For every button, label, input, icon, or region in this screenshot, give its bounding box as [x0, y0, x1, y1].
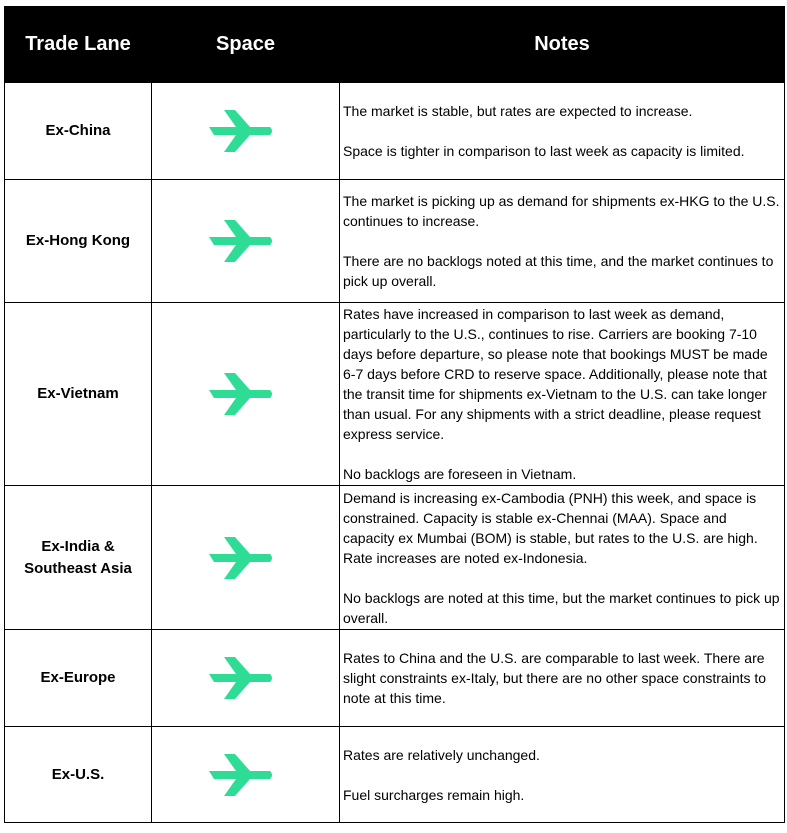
notes-cell — [340, 630, 785, 727]
notes-cell — [340, 180, 785, 303]
trade-lane-cell: Ex-Vietnam — [5, 303, 152, 486]
space-cell — [152, 630, 340, 727]
trade-lane-cell: Ex-U.S. — [5, 727, 152, 823]
airplane-icon — [208, 654, 276, 702]
note-paragraph: No backlogs are noted at this time, but the market continues to pick up overall. — [343, 589, 780, 626]
airplane-icon — [208, 751, 276, 799]
trade-lane-table — [4, 6, 785, 823]
note-paragraph: There are no backlogs noted at this time, and the market continues to pick up overall. — [343, 253, 774, 289]
trade-lane-cell: Ex-China — [5, 83, 152, 180]
trade-lane-cell: Ex-Europe — [5, 630, 152, 727]
note-paragraph: No backlogs are foreseen in Vietnam. — [343, 466, 577, 482]
note-paragraph: Space is tighter in comparison to last week as capacity is limited. — [343, 143, 745, 159]
notes-cell — [340, 486, 785, 630]
table-body — [5, 83, 785, 823]
notes-cell — [340, 83, 785, 180]
table-row — [5, 303, 785, 486]
notes-cell — [340, 303, 785, 486]
airplane-icon — [208, 534, 276, 582]
space-cell — [152, 83, 340, 180]
airplane-icon — [208, 217, 276, 265]
table-row — [5, 727, 785, 823]
note-paragraph: Fuel surcharges remain high. — [343, 786, 525, 803]
table-row — [5, 180, 785, 303]
header-space: Space — [152, 7, 340, 83]
table-row — [5, 630, 785, 727]
notes-cell — [340, 727, 785, 823]
note-paragraph: Rates have increased in comparison to last week as demand, particularly to the U.S., continues to rise. Carriers are booking 7-10 days before departure, so please note that bookings MUST be made 6-7 days before CRD to reserve space. Additionally, please note that the transit time for shipments ex-Vietnam to the U.S. can take longer than usual. For any shipments with a strict deadline, please request express service. — [343, 306, 768, 442]
header-row — [5, 7, 785, 83]
airplane-icon — [208, 370, 276, 418]
table-row — [5, 486, 785, 630]
header-trade-lane: Trade Lane — [5, 7, 152, 83]
note-paragraph: The market is stable, but rates are expected to increase. — [343, 103, 693, 119]
table-row — [5, 83, 785, 180]
table-header — [5, 7, 785, 83]
airplane-icon — [208, 107, 276, 155]
header-notes: Notes — [340, 7, 785, 83]
note-paragraph: The market is picking up as demand for shipments ex-HKG to the U.S. continues to increase. — [343, 193, 780, 229]
space-cell — [152, 180, 340, 303]
space-cell — [152, 303, 340, 486]
space-cell — [152, 727, 340, 823]
note-paragraph: Rates to China and the U.S. are comparable to last week. There are slight constraints ex-Italy, but there are no other space constraints to note at this time. — [343, 650, 767, 706]
trade-lane-cell: Ex-Hong Kong — [5, 180, 152, 303]
note-paragraph: Rates are relatively unchanged. — [343, 746, 540, 763]
trade-lane-cell: Ex-India & Southeast Asia — [5, 486, 152, 630]
note-paragraph: Demand is increasing ex-Cambodia (PNH) this week, and space is constrained. Capacity is stable ex-Chennai (MAA). Space and capacity ex Mumbai (BOM) is stable, but rates to the U.S. are high. Rate increases are noted ex-Indonesia. — [343, 489, 758, 566]
space-cell — [152, 486, 340, 630]
